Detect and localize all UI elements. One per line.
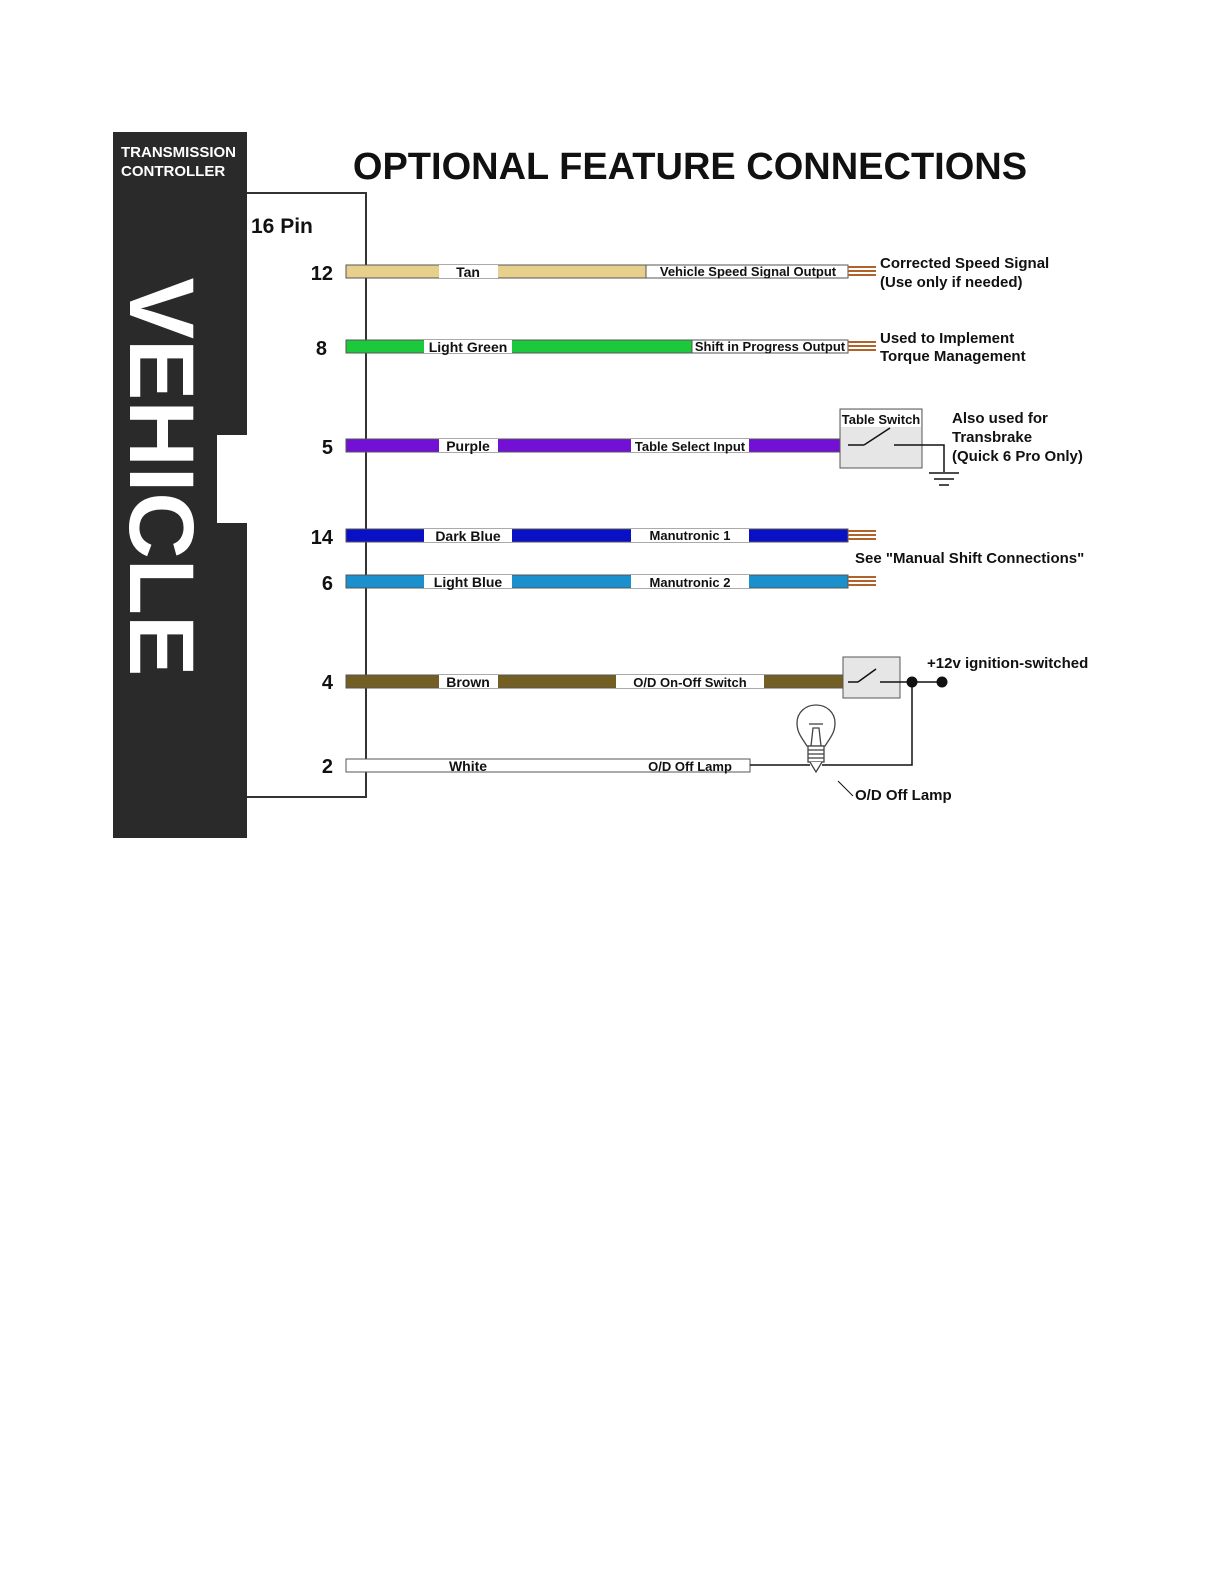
wire-color-label: White	[448, 758, 488, 774]
note-ignition: +12v ignition-switched	[927, 655, 1089, 672]
wire-color-label: Purple	[446, 438, 490, 454]
wire-function-label: O/D On-Off Switch	[633, 675, 747, 690]
ground-icon	[929, 473, 959, 485]
pin-number: 2	[321, 756, 333, 778]
wire-bar-light-blue	[346, 575, 848, 588]
controller-label-line1: TRANSMISSION	[121, 144, 237, 161]
note-transbrake-line3: (Quick 6 Pro Only)	[952, 448, 1083, 465]
wire-bar-purple	[346, 439, 848, 452]
table-switch	[840, 409, 959, 485]
wire-color-label: Tan	[456, 264, 480, 280]
note-lamp: O/D Off Lamp	[855, 787, 952, 804]
wire-end-stripes	[848, 577, 876, 585]
wire-pin-12	[346, 264, 876, 280]
pin-number: 4	[321, 672, 333, 694]
wire-pin-2	[346, 758, 810, 774]
pin-numbers	[311, 263, 334, 778]
note-speed-line1: Corrected Speed Signal	[880, 255, 1050, 272]
pin-number: 5	[321, 437, 333, 459]
note-transbrake-line1: Also used for	[952, 410, 1048, 427]
note-transbrake-line2: Transbrake	[952, 429, 1033, 446]
pin-number: 14	[310, 527, 333, 549]
wire-function-label: Manutronic 1	[649, 528, 731, 543]
wire-pin-5	[346, 438, 848, 454]
pin-number: 12	[310, 263, 333, 285]
wire-end-stripes	[848, 342, 876, 350]
wire-color-label: Dark Blue	[435, 528, 501, 544]
pin-number: 8	[315, 338, 327, 360]
wire-end-stripes	[848, 531, 876, 539]
table-switch-label: Table Switch	[841, 412, 921, 427]
wire-function-label: Table Select Input	[634, 439, 746, 454]
controller-label-line2: CONTROLLER	[121, 163, 226, 180]
wire-color-label: Light Green	[428, 339, 508, 355]
controller-notch	[217, 435, 247, 523]
wire-bar-brown	[346, 675, 848, 688]
note-torque-line1: Used to Implement	[880, 330, 1015, 347]
wire-color-label: Brown	[446, 674, 490, 690]
notes	[838, 255, 1088, 804]
pin-number: 6	[321, 573, 333, 595]
note-torque-line2: Torque Management	[880, 348, 1026, 365]
note-manual-shift: See "Manual Shift Connections"	[855, 550, 1085, 567]
wire-end-stripes	[848, 267, 876, 275]
connector-outline	[247, 193, 366, 797]
note-speed-line2: (Use only if needed)	[880, 274, 1023, 291]
wire-function-label: Manutronic 2	[649, 575, 731, 590]
wire-pin-6	[346, 574, 876, 590]
od-switch-box	[843, 657, 900, 698]
wire-pin-8	[346, 339, 876, 355]
od-switch	[822, 657, 948, 765]
lamp-leader-line	[838, 781, 853, 796]
lightbulb-icon	[797, 705, 835, 772]
ignition-terminal-dot	[937, 677, 948, 688]
connector-label: 16 Pin	[251, 215, 313, 238]
wire-function-label: Vehicle Speed Signal Output	[659, 264, 837, 279]
page-title: OPTIONAL FEATURE CONNECTIONS	[352, 146, 1028, 188]
wire-function-label: O/D Off Lamp	[648, 759, 732, 774]
wire-bar-dark-blue	[346, 529, 848, 542]
wire-color-label: Light Blue	[433, 574, 503, 590]
wire-function-label: Shift in Progress Output	[694, 339, 846, 354]
wire-pin-14	[346, 528, 876, 544]
vehicle-label: VEHICLE	[110, 277, 212, 677]
controller-block	[110, 132, 247, 838]
wire-pin-4	[346, 674, 848, 690]
